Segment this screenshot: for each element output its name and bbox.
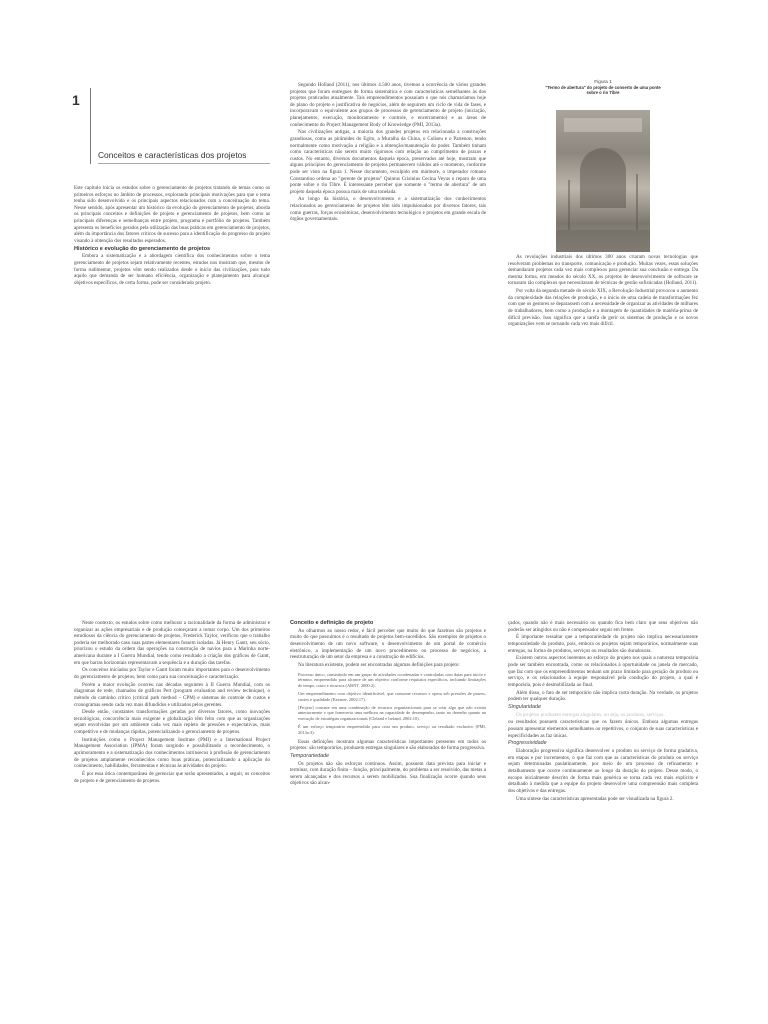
paragraph: Existem outros aspectos inerentes ao esforço do projeto nos quais a natureza temporária pode ser também encontrada, como os relacionados à oportunidade ou janela do mercado, que faz com que os empreendimentos tenham um prazo limitado para geração do produto ou serviço, e os relacionados à equipe responsável pela condução do projeto, a qual é temporária, pois é desmobilizada ao final. <box>508 655 698 688</box>
figure-caption: "Termo de abertura" do projeto de conserto de uma ponte sobre o rio Tibre <box>545 85 661 96</box>
paragraph: Neste contexto, os estudos sobre como melhorar a racionalidade da forma de administrar e organizar as ações empresariais e de produção começaram a tomar corpo. Um dos primeiros estudiosos da ciência do gerenciamento de projetos, Frederick Taylor, verificou que o trabalho poderia ser melhorado caso suas partes elementares fossem isoladas. Já Henry Gantt, seu sócio, priorizou o estudo da ordem das operações na construção de navios para a Marinha norte-americana durante a I Guerra Mundial, tendo como resultado a criação dos gráficos de Gantt, em que barras horizontais representavam a sequência e a duração das tarefas. <box>74 620 270 666</box>
definition-quote: [Projeto] consiste em uma combinação de recursos organizacionais para se criar algo que não existia anteriormente e que forneceria uma melhora na capacidade de desempenho, tanto no desenho quanto na execução de estratégias organizacionais (Cleland e Ireland, 2002:10). <box>298 704 486 722</box>
paragraph: Os projetos não são esforços contínuos. Assim, possuem data prevista para iniciar e terminar, com duração finita – função, principalmente, do problema a ser resolvido, das metas a serem alcançadas e dos recursos a serem mobilizados. Sua finalização ocorre quando seus objetivos são alcan- <box>290 760 486 787</box>
paragraph: É importante ressaltar que a temporariedade do projeto não implica necessariamente temporariedade do produto, pois, embora os projetos sejam temporários, normalmente suas entregas, na forma de produtos, serviços ou resultados são duradouras. <box>508 634 698 654</box>
paragraph: Nas civilizações antigas, a maioria dos grandes projetos era relacionada a construções grandiosas, como as pirâmides do Egito, a Muralha da China, o Coliseu e o Partenon, tendo normalmente como motivação a religião e a obtenção/manutenção do poder. Também tinham como características não serem muito rigorosos com relação ao cumprimento de prazos e custos. No entanto, diversos documentos daquela época, preservados até hoje, mostram que alguns princípios do gerenciamento de projetos permanecem válidos até o momento, conforme pode ser visto na figura 1. Nesse documento, esculpido em mármore, o imperador romano Constantino ordena ao "gerente de projetos" Quintus Crisinius Cecina Veyus o reparo de uma ponte sobre o rio Tibre. É interessante perceber que somente o "termo de abertura" de um projeto daquela época possua mais de uma tonelada. <box>290 129 486 195</box>
definitions-block <box>298 672 486 736</box>
bottom-middle-column <box>290 620 486 788</box>
chapter-title-rule <box>98 163 270 164</box>
figure-1-header <box>540 80 666 96</box>
paragraph: Instituições como o Project Management Institute (PMI) e a International Project Management Association (IPMA) foram surgindo e possibilitando o reconhecimento, o aprimoramento e a sistematização dos conhecimentos intrínsecos à profissão de gerenciamento de projetos amplamente reconhecidos como boas práticas, potencializando a aplicação do conhecimento, habilidades, ferramentas e técnicas às atividades do projeto. <box>74 736 270 770</box>
paragraph: Uma síntese das características apresentadas pode ser visualizada na figura 2. <box>516 795 674 802</box>
subsection-title-temporariedade: Temporariedade <box>290 752 330 759</box>
paragraph: As revoluções industriais dos últimos 300 anos criaram novas tecnologias que resolveram problemas no transporte, comunicação e produção. Muitas vezes, essas soluções demandaram projetos cada vez mais complexos para gerenciar sua conclusão e entrega. Da mesma forma, em meados do século XX, os projetos de desenvolvimento de software se tornaram tão complexos que necessitaram de técnicas de gestão sofisticadas (Holland, 2011). <box>508 254 698 287</box>
paragraph: Os conceitos iniciados por Taylor e Gantt foram muito importantes para o desenvolvimento do gerenciamento de projetos, bem como para sua conceituação e caracterização. <box>74 667 270 680</box>
figure-label: Figura 1 <box>594 80 612 85</box>
paragraph: Ao olharmos ao nosso redor, é fácil perceber que muito do que fazemos são projetos e muito do que possuímos é o resultado de projetos bem-sucedidos. São exemplos de projetos o desenvolvimento de um novo software, o desenvolvimento de um portal de comércio eletrônico, a implementação de um novo procedimento ou processo de negócios, a reestruturação de um setor da empresa e a construção de edifícios. <box>290 627 486 661</box>
paragraph: Elaboração progressiva significa desenvolver o produto ou serviço de forma gradativa, em etapas e por incrementos, o que faz com que as características do produto ou serviço sejam determinadas paulatinamente, por meio de um processo de refinamento e detalhamento que ocorre continuamente ao longo da duração do projeto. Desse modo, o escopo inicialmente descrito de forma mais genérica se torna cada vez mais explícito e detalhado à medida que a equipe do projeto desenvolve uma compreensão mais completa dos objetivos e das entregas. <box>508 748 698 794</box>
paragraph: Essas definições mostram algumas características importantes presentes em todos os projetos: são temporários, produzem entregas singulares e são elaborados de forma progressiva. <box>290 738 486 752</box>
subsection-title-singularidade: Singularidade <box>508 703 541 710</box>
paragraph: ou resultados possuem características que os fazem únicos. Embora algumas entregas possam apresentar elementos semelhantes ou repetitivos, o conjunto de suas características e especificidades as faz únicas. <box>508 719 698 739</box>
paragraph: Embora a sistematização e a abordagem científica dos conhecimentos sobre o tema gerenciamento de projetos sejam relativamente recentes, estudos nos mostram que, mesmo de forma rudimentar, projetos vêm sendo realizados desde o início das civilizações, pois tudo aquilo que demanda de ser humano eficiência, organização e planejamento para alcançar objetivos específicos, de certa forma, pode ser considerado projeto. <box>74 253 270 286</box>
chapter-number: 1 <box>72 92 80 108</box>
faded-line: Os projetos produzem entregas singulares, ou seja, os produtos, serviços <box>516 711 664 718</box>
marble-inscription-photo <box>556 110 650 252</box>
bottom-left-column <box>74 620 270 785</box>
subsection-title-progressividade: Progressividade <box>508 740 547 747</box>
intro-paragraph: Este capítulo inicia os estudos sobre o gerenciamento de projetos tratando de temas como os primeiros esforços no âmbito de processos, explorando principais motivações para que o tema tenha sido desenvolvido e os principais aspectos relacionados com a conceituação do tema. Nesse sentido, após apresentar um histórico da evolução do gerenciamento de projetos, aborda os principais conceitos e definições de projeto e gerenciamento de projetos, bem como as principais diferenças e semelhanças entre projeto, programa e portfólio de projetos. Também apresenta os benefícios gerados pela utilização das boas práticas em gerenciamento de projetos, além da importância dos fatores críticos de sucesso para a identificação do progresso do projeto visando à obtenção dos resultados esperados. <box>74 185 270 244</box>
paragraph: Segundo Holland (2011), nos últimos 4.500 anos, tivemos a ocorrência de vários grandes projetos que foram entregues de forma sistemática e com características semelhantes às dos projetos praticados atualmente. Tais empreendimentos possuíam o que nós chamaríamos hoje de plano do projeto e justificativa de negócios, além de seguirem um ciclo de vida de fases, e incorporavam o equivalente aos grupos de processos de gerenciamento de projeto (iniciação, planejamento, execução, monitoramento e controle, e encerramento) e as áreas de conhecimento do Project Management Body of Knowledge (PMI, 2013a). <box>290 82 486 128</box>
paragraph: Por volta da segunda metade do século XIX, a Revolução Industrial provocou o aumento da complexidade das relações de produção, e o início de uma cadeia de transformações fez com que os gestores se deparassem com a necessidade de organizar as atividades de milhares de trabalhadores, bem como a produção e a montagem de quantidades de matéria-prima de difícil previsão. Isso significa que a tarefa de gerir os sistemas de produção e os novos organizações vem se tornando cada vez mais difícil. <box>508 288 698 328</box>
chapter-title: Conceitos e características dos projetos <box>98 150 247 160</box>
paragraph: Desde então, constantes transformações geradas por diversos fatores, como inovações tecnológicas, concorrência mais exigente e globalização têm feito com que as organizações sejam envolvidas por um ambiente cada vez mais repleto de pressões e expectativas, mais competitivo e de mudanças rápidas, potencializando o gerenciamento de projetos. <box>74 709 270 736</box>
paragraph: Além disso, o fato de ser temporário não implica curta duração. Na verdade, os projetos podem ter qualquer duração. <box>508 689 698 703</box>
bottom-right-column <box>508 620 698 803</box>
top-left-column <box>74 185 270 287</box>
page-spread-bottom <box>0 512 768 1024</box>
paragraph: Ao longo da história, o desenvolvimento e a sistematização dos conhecimentos relacionados ao gerenciamento de projetos têm sido impulsionados por diversos fatores, tais como guerras, forças econômicas, desenvolvimento tecnológico e projetos em grande escala de órgãos governamentais. <box>290 196 486 223</box>
definition-quote: É um esforço temporário empreendido para criar um produto, serviço ou resultado exclusivo (PMI, 2013a:3). <box>298 723 486 735</box>
section-title-conceito: Conceito e definição de projeto <box>290 620 374 626</box>
definition-quote: Um empreendimento com objetivo identificável, que consome recursos e opera sob pressões de prazos, custos e qualidade (Kerzner, 2002:17). <box>298 690 486 702</box>
paragraph: çados, quando não é mais necessário ou quando fica bem claro que seus objetivos não poderão ser atingidos ou não é compensador seguir em frente. <box>508 620 698 633</box>
paragraph: É por essa ótica contemporânea de gerenciar que serão apresentados, a seguir, os conceitos de projeto e de gerenciamento de projetos. <box>74 771 270 784</box>
chapter-divider <box>90 88 91 164</box>
definition-quote: Processo único, consistindo em um grupo de atividades coordenadas e controladas com datas para início e término, empreendido para alcance de um objetivo conforme requisitos específicos, incluindo limitações de tempo, custo e recursos (ABNT, 2000:2). <box>298 671 486 689</box>
paragraph: Porém a maior evolução ocorreu nas décadas seguintes à II Guerra Mundial, com os diagramas de rede, chamados de gráficos Pert (program evaluation and review technique), o método do caminho crítico (critical path method – CPM) e sistemas de controle de custos e cronogramas sendo cada vez mais difundidos e utilizados pelos gerentes. <box>74 681 270 708</box>
section-title-historico: Histórico e evolução do gerenciamento de projetos <box>74 245 211 252</box>
top-middle-column <box>290 82 486 224</box>
paragraph: Na literatura existente, podem ser encontradas algumas definições para projeto: <box>298 661 460 668</box>
top-right-column <box>508 254 698 329</box>
